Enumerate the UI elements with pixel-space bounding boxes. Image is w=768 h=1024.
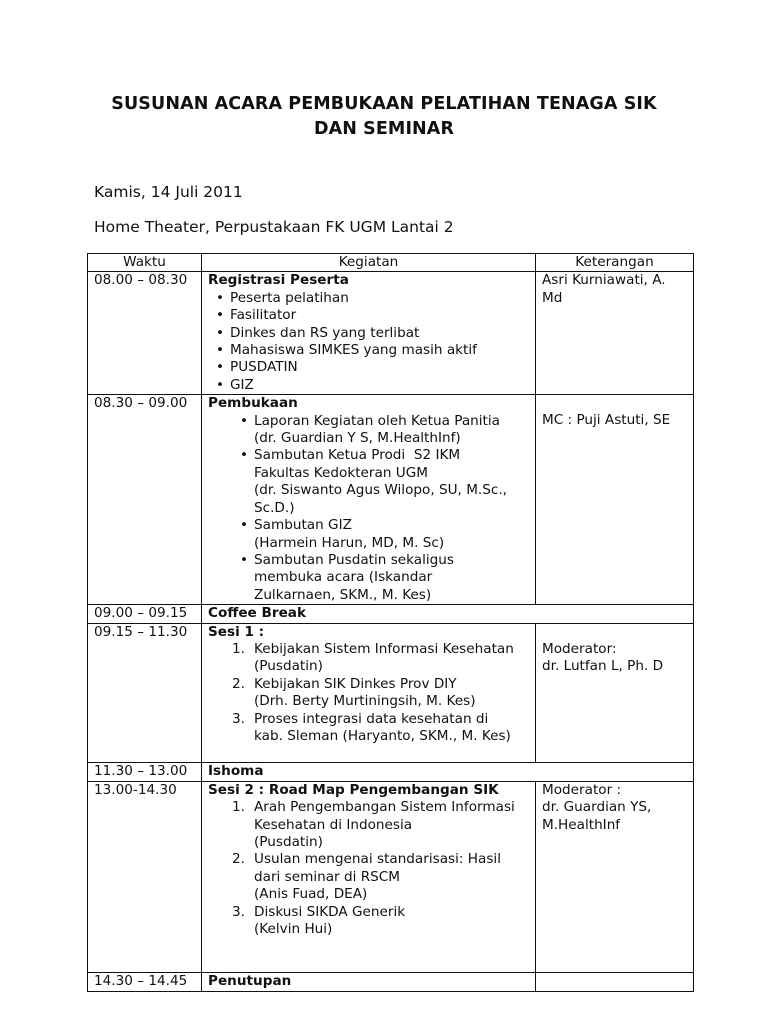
list-item: 3. Proses integrasi data kesehatan di kab. Sleman (Haryanto, SKM., M. Kes) xyxy=(254,711,529,746)
item-line: membuka acara (Iskandar xyxy=(254,569,433,586)
note-line: MC : Puji Astuti, SE xyxy=(542,412,671,429)
item-line: Kesehatan di Indonesia xyxy=(254,816,413,833)
table-row xyxy=(88,272,694,395)
item-line: Sc.D.) xyxy=(254,499,295,516)
note-cell xyxy=(536,272,694,395)
activity-title: Pembukaan xyxy=(208,395,298,412)
item-line: • Sambutan Ketua Prodi S2 IKM xyxy=(254,447,461,464)
item-line: • Sambutan Pusdatin sekaligus xyxy=(254,551,454,568)
table-row xyxy=(88,973,694,991)
item-line: Fakultas Kedokteran UGM xyxy=(254,464,428,481)
note-cell xyxy=(536,781,694,973)
activity-cell xyxy=(202,272,536,395)
activity-title: Sesi 1 : xyxy=(208,623,265,640)
item-line: Proses integrasi data kesehatan di xyxy=(254,710,489,727)
note-cell xyxy=(536,395,694,605)
note-line: Md xyxy=(542,289,563,306)
activity-list xyxy=(208,413,529,604)
item-line: • Sambutan GIZ xyxy=(254,517,352,534)
time-cell: 13.00-14.30 xyxy=(88,781,202,973)
list-item: 2. Kebijakan SIK Dinkes Prov DIY (Drh. Berty Murtiningsih, M. Kes) xyxy=(254,676,529,711)
table-row xyxy=(88,781,694,973)
item-line: (Anis Fuad, DEA) xyxy=(254,886,368,903)
time-cell: 09.00 – 09.15 xyxy=(88,605,202,623)
list-item: 1. Kebijakan Sistem Informasi Kesehatan (Pusdatin) xyxy=(254,641,529,676)
header-kegiatan: Kegiatan xyxy=(202,254,536,272)
table-row xyxy=(88,623,694,763)
time-cell: 14.30 – 14.45 xyxy=(88,973,202,991)
time-cell: 11.30 – 13.00 xyxy=(88,763,202,781)
item-line: (Pusdatin) xyxy=(254,834,323,850)
header-waktu: Waktu xyxy=(88,254,202,272)
activity-list xyxy=(208,641,529,745)
title-line-2: DAN SEMINAR xyxy=(313,119,455,139)
item-line: Kebijakan SIK Dinkes Prov DIY xyxy=(254,675,457,692)
time-cell: 09.15 – 11.30 xyxy=(88,623,202,763)
item-line: Usulan mengenai standarisasi: Hasil xyxy=(254,851,501,868)
item-line: dari seminar di RSCM xyxy=(254,868,400,885)
list-item: 3. Diskusi SIKDA Generik (Kelvin Hui) xyxy=(254,904,529,939)
note-line: Moderator: xyxy=(542,640,617,657)
event-date: Kamis, 14 Juli 2011 xyxy=(94,183,243,201)
list-item: 1. Arah Pengembangan Sistem Informasi Kesehatan di Indonesia (Pusdatin) xyxy=(254,799,529,851)
schedule-table xyxy=(87,253,694,992)
list-item: • PUSDATIN xyxy=(230,359,529,376)
list-item xyxy=(254,447,529,517)
table-header-row xyxy=(88,254,694,272)
item-line: (Drh. Berty Murtiningsih, M. Kes) xyxy=(254,693,476,710)
note-line: Moderator : xyxy=(542,781,622,798)
item-line: (Harmein Harun, MD, M. Sc) xyxy=(254,534,445,551)
note-cell xyxy=(536,623,694,763)
list-item xyxy=(254,552,529,604)
item-line: Zulkarnaen, SKM., M. Kes) xyxy=(254,586,432,603)
activity-list xyxy=(208,799,529,938)
item-line: (Pusdatin) xyxy=(254,658,323,675)
list-item: 2. Usulan mengenai standarisasi: Hasil dari seminar di RSCM (Anis Fuad, DEA) xyxy=(254,851,529,903)
activity-cell xyxy=(202,395,536,605)
activity-title: Sesi 2 : Road Map Pengembangan SIK xyxy=(208,781,499,798)
header-keterangan: Keterangan xyxy=(536,254,694,272)
note-cell xyxy=(536,973,694,991)
item-line: kab. Sleman (Haryanto, SKM., M. Kes) xyxy=(254,727,511,744)
list-item: • Fasilitator xyxy=(230,307,529,324)
note-line: Asri Kurniawati, A. xyxy=(542,272,666,289)
item-line: (dr. Guardian Y S, M.HealthInf) xyxy=(254,430,461,447)
event-venue: Home Theater, Perpustakaan FK UGM Lantai 2 xyxy=(94,218,454,236)
note-line: M.HealthInf xyxy=(542,816,621,833)
title-line-1: SUSUNAN ACARA PEMBUKAAN PELATIHAN TENAGA SIK xyxy=(111,94,657,114)
activity-title: Coffee Break xyxy=(202,605,694,623)
table-row xyxy=(88,763,694,781)
activity-cell xyxy=(202,781,536,973)
list-item: • Mahasiswa SIMKES yang masih aktif xyxy=(230,342,529,359)
time-cell: 08.00 – 08.30 xyxy=(88,272,202,395)
note-line: dr. Guardian YS, xyxy=(542,799,652,816)
activity-title: Penutupan xyxy=(202,973,536,991)
activity-list xyxy=(208,290,529,394)
time-cell: 08.30 – 09.00 xyxy=(88,395,202,605)
item-line: (Kelvin Hui) xyxy=(254,921,333,938)
list-item xyxy=(254,517,529,552)
note-line: dr. Lutfan L, Ph. D xyxy=(542,657,664,674)
list-item: • GIZ xyxy=(230,377,529,394)
item-line: (dr. Siswanto Agus Wilopo, SU, M.Sc., xyxy=(254,482,507,499)
item-line: Diskusi SIKDA Generik xyxy=(254,903,406,920)
activity-title: Registrasi Peserta xyxy=(208,272,349,289)
list-item xyxy=(254,413,529,448)
list-item: • Dinkes dan RS yang terlibat xyxy=(230,325,529,342)
list-item: • Peserta pelatihan xyxy=(230,290,529,307)
item-line: • Laporan Kegiatan oleh Ketua Panitia xyxy=(254,412,500,429)
table-row xyxy=(88,395,694,605)
document-title xyxy=(0,92,768,142)
item-line: Arah Pengembangan Sistem Informasi xyxy=(254,799,515,816)
table-row xyxy=(88,605,694,623)
item-line: Kebijakan Sistem Informasi Kesehatan xyxy=(254,640,514,657)
activity-cell xyxy=(202,623,536,763)
activity-title: Ishoma xyxy=(202,763,694,781)
